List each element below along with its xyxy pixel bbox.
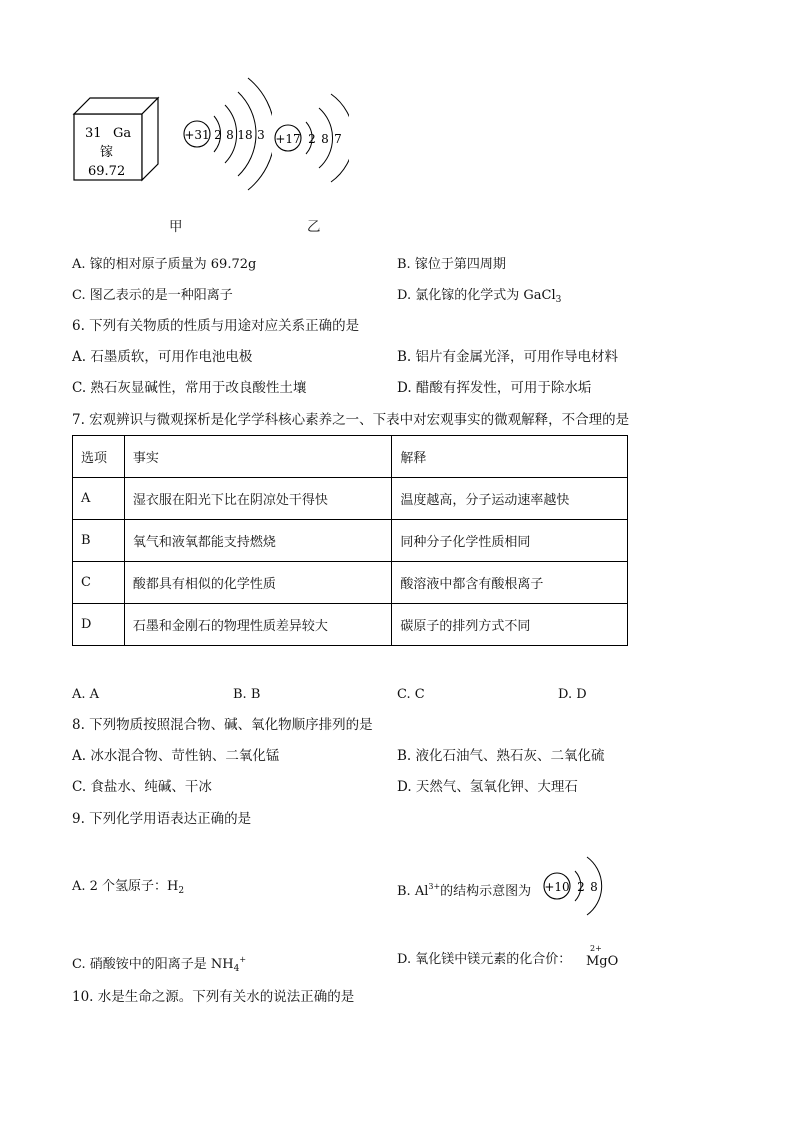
cl-shell-3: 7: [334, 132, 342, 146]
table-cell: 酸都具有相似的化学性质: [124, 562, 392, 604]
table-cell: 氧气和液氧都能支持燃烧: [124, 520, 392, 562]
ga-shell-4: 3: [257, 128, 265, 142]
q7-option-c: C. C: [397, 687, 425, 702]
q7-option-a: A. A: [72, 687, 100, 702]
q9-option-c-subscript: 4: [233, 964, 240, 974]
table-row: [73, 478, 628, 520]
table-cell: D: [73, 604, 125, 646]
ga-shell-3: 18: [237, 128, 253, 142]
table-header-cell: 事实: [124, 436, 392, 478]
q9-option-c: [72, 952, 246, 977]
q6-option-b: B. 铝片有金属光泽，可用作导电材料: [397, 349, 619, 365]
q9-stem: 9. 下列化学用语表达正确的是: [72, 811, 252, 827]
q9-option-b-superscript: 3+: [428, 882, 441, 891]
q6-option-c: C. 熟石灰显碱性，常用于改良酸性土壤: [72, 380, 307, 396]
q9-formula: MgO: [586, 954, 619, 969]
q8-option-c: C. 食盐水、纯碱、干冰: [72, 779, 212, 795]
q5-option-d: [397, 288, 561, 308]
ga-shell-2: 8: [226, 128, 234, 142]
table-cell: C: [73, 562, 125, 604]
q7-option-b: B. B: [233, 687, 261, 702]
table-row: [73, 520, 628, 562]
q9-option-c-text: C. 硝酸铵中的阳离子是 NH: [72, 957, 234, 972]
q6-option-a: A. 石墨质软，可用作电池电极: [72, 349, 253, 365]
table-cell: 石墨和金刚石的物理性质差异较大: [124, 604, 392, 646]
q9-ion-structure-diagram: [542, 851, 606, 921]
table-cell: 湿衣服在阳光下比在阴凉处干得快: [124, 478, 392, 520]
ga-nucleus-charge: +31: [184, 128, 210, 142]
table-header-row: [73, 436, 628, 478]
element-cell-figure: [70, 96, 165, 186]
q9-option-d-text: D. 氧化镁中镁元素的化合价：: [397, 952, 572, 967]
table-cell: 酸溶液中都含有酸根离子: [392, 562, 628, 604]
table-header-cell: 选项: [73, 436, 125, 478]
q8-option-b: B. 液化石油气、熟石灰、二氧化硫: [397, 748, 605, 764]
q9-option-b-text: B. Al: [397, 884, 429, 899]
q8-option-a: A. 冰水混合物、苛性钠、二氧化锰: [72, 748, 280, 764]
cl-nucleus-charge: +17: [275, 132, 301, 146]
q9-shell-2: 8: [590, 880, 598, 894]
q9-option-a-subscript: 2: [178, 886, 185, 896]
caption-jia: 甲: [169, 219, 183, 235]
ga-atom-structure-diagram: [180, 72, 272, 192]
q9-option-d: [397, 952, 571, 968]
cell-element-name: 镓: [100, 145, 114, 160]
q9-option-a: [72, 879, 184, 899]
table-header-cell: 解释: [392, 436, 628, 478]
q8-stem: 8. 下列物质按照混合物、碱、氧化物顺序排列的是: [72, 717, 373, 733]
table-cell: 同种分子化学性质相同: [392, 520, 628, 562]
q9-shell-1: 2: [577, 880, 585, 894]
q9-option-b-suffix: 的结构示意图为: [440, 884, 532, 899]
table-cell: A: [73, 478, 125, 520]
q5-option-d-text: D. 氯化镓的化学式为 GaCl: [397, 288, 556, 303]
q5-option-a: A. 镓的相对原子质量为 69.72g: [72, 257, 257, 272]
cl-shell-2: 8: [321, 132, 329, 146]
q6-stem: 6. 下列有关物质的性质与用途对应关系正确的是: [72, 318, 360, 334]
q7-option-d: D. D: [558, 687, 587, 702]
q5-option-d-subscript: 3: [555, 295, 562, 305]
table-cell: 碳原子的排列方式不同: [392, 604, 628, 646]
ga-shell-1: 2: [214, 128, 222, 142]
cell-atomic-number: 31: [85, 126, 102, 141]
q9-option-c-superscript: +: [239, 955, 247, 964]
table-cell: B: [73, 520, 125, 562]
q7-table: [72, 435, 628, 646]
q6-option-d: D. 醋酸有挥发性，可用于除水垢: [397, 380, 592, 396]
q9-nucleus-charge: +10: [544, 880, 570, 894]
cell-atomic-mass: 69.72: [88, 164, 126, 179]
table-row: [73, 604, 628, 646]
q5-option-b: B. 镓位于第四周期: [397, 257, 506, 272]
q9-valence-mark: 2+: [590, 944, 602, 953]
q9-option-a-text: A. 2 个氢原子：H: [72, 879, 179, 894]
q5-option-c: C. 图乙表示的是一种阳离子: [72, 288, 233, 303]
caption-yi: 乙: [307, 219, 321, 235]
q8-option-d: D. 天然气、氢氧化钾、大理石: [397, 779, 578, 795]
cell-symbol: Ga: [113, 126, 132, 141]
q7-stem: 7. 宏观辨识与微观探析是化学学科核心素养之一、下表中对宏观事实的微观解释，不合理的是: [72, 412, 630, 428]
q9-option-b: [397, 879, 531, 900]
cl-ion-structure-diagram: [271, 88, 349, 188]
q10-stem: 10. 水是生命之源。下列有关水的说法正确的是: [72, 989, 355, 1005]
table-cell: 温度越高，分子运动速率越快: [392, 478, 628, 520]
table-row: [73, 562, 628, 604]
cl-shell-1: 2: [308, 132, 316, 146]
